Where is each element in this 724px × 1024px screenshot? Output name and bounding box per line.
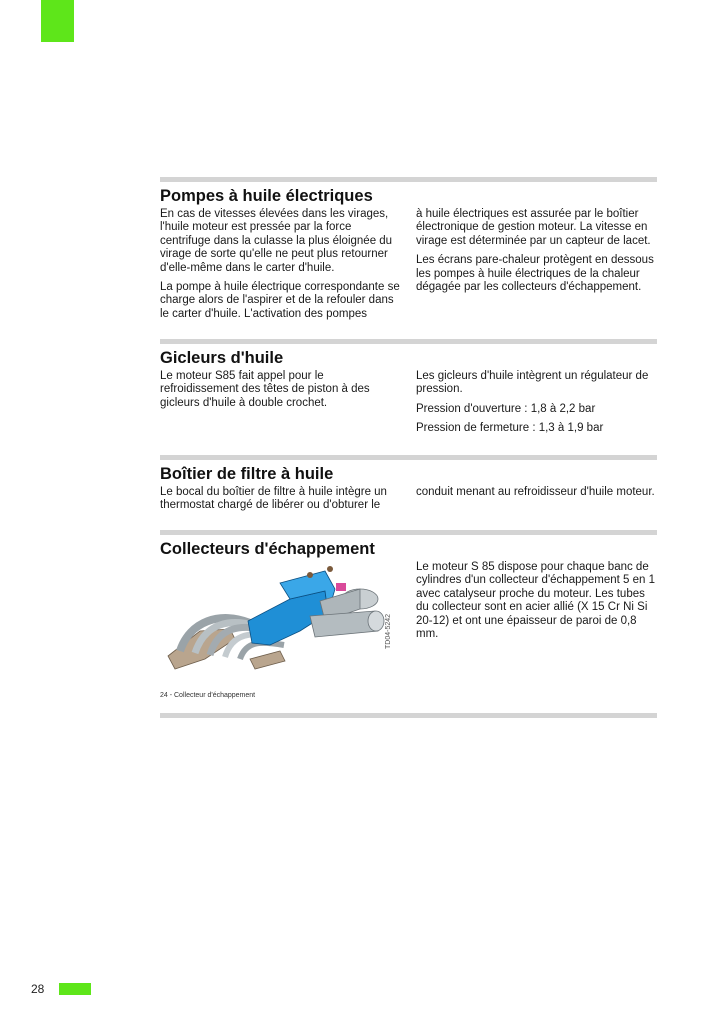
paragraph: à huile électriques est assurée par le boîtier électronique de gestion moteur. La vitesse en virage est déterminée par un capteur de lacet. (416, 208, 651, 247)
paragraph: conduit menant au refroidisseur d'huile moteur. (416, 486, 655, 498)
figure-code: TD04-5242 (385, 613, 392, 649)
section-exhaust-manifolds (160, 530, 657, 711)
color-tab-bottom (59, 983, 91, 995)
closing-rule (160, 713, 657, 718)
left-column (160, 561, 401, 711)
section-rule (160, 530, 657, 535)
paragraph: Pression de fermeture : 1,3 à 1,9 bar (416, 422, 604, 435)
section-electric-oil-pumps (160, 177, 657, 327)
section-rule (160, 455, 657, 460)
section-title: Boîtier de filtre à huile (160, 465, 334, 483)
paragraph: Les écrans pare-chaleur protègent en dessous les pompes à huile électriques de la chaleur dégagée par les collecteurs d'échappement. (416, 254, 654, 294)
paragraph: Le bocal du boîtier de filtre à huile intègre un thermostat chargé de libérer ou d'obturer le (160, 486, 387, 512)
left-column (160, 208, 401, 327)
exhaust-manifold-figure (160, 561, 401, 711)
paragraph: Les gicleurs d'huile intègrent un régulateur de pression. (416, 370, 649, 396)
paragraph: En cas de vitesses élevées dans les virages, l'huile moteur est pressée par la force centrifuge dans la culasse la plus éloignée du virage de sorte qu'elle ne peut plus retourner d'elle-même dans le carter d'huile. (160, 208, 393, 274)
section-oil-filter-housing (160, 455, 657, 519)
left-column (160, 370, 401, 442)
section-oil-jets (160, 339, 657, 442)
paragraph: La pompe à huile électrique correspondante se charge alors de l'aspirer et de la refouler dans le carter d'huile. L'activation des pompes (160, 281, 400, 320)
exhaust-manifold-illustration (160, 561, 401, 681)
section-rule (160, 339, 657, 344)
right-column (416, 208, 657, 327)
section-title: Collecteurs d'échappement (160, 540, 375, 558)
figure-caption: 24 - Collecteur d'échappement (160, 692, 256, 700)
section-title: Gicleurs d'huile (160, 349, 284, 367)
right-column (416, 370, 657, 442)
left-column (160, 486, 401, 519)
page-number: 28 (31, 982, 45, 996)
section-title: Pompes à huile électriques (160, 187, 373, 205)
paragraph: Pression d'ouverture : 1,8 à 2,2 bar (416, 402, 596, 415)
paragraph: Le moteur S 85 dispose pour chaque banc de cylindres d'un collecteur d'échappement 5 en 1 avec catalyseur proche du moteur. Les tubes du collecteur sont en acier allié (X 15 Cr Ni Si 20-12) et ont une épaisseur de paroi de 0,8 mm. (416, 561, 656, 641)
right-column (416, 561, 657, 711)
color-tab-top (41, 0, 74, 42)
right-column (416, 486, 657, 519)
paragraph: Le moteur S85 fait appel pour le refroidissement des têtes de piston à des gicleurs d'huile à double crochet. (160, 370, 370, 409)
section-rule (160, 177, 657, 182)
